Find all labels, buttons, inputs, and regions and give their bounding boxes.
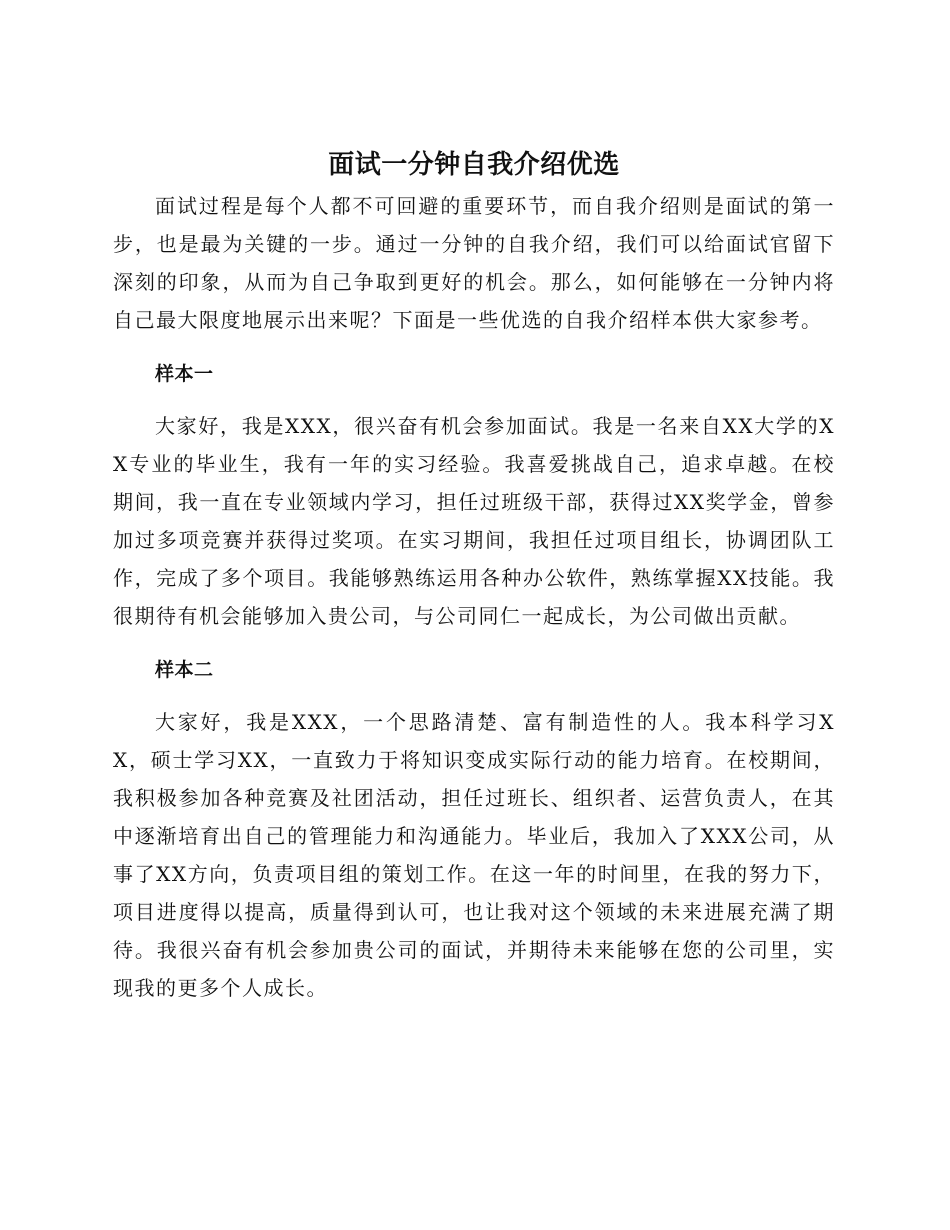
document-title: 面试一分钟自我介绍优选: [328, 150, 620, 180]
intro-paragraph: 面试过程是每个人都不可回避的重要环节，而自我介绍则是面试的第一步，也是最为关键的一步。通过一分钟的自我介绍，我们可以给面试官留下深刻的印象，从而为自己争取到更好的机会。那么，如何能够在一分钟内将自己最大限度地展示出来呢？下面是一些优选的自我介绍样本供大家参考。: [113, 194, 835, 332]
document-content: [113, 143, 835, 1007]
sample-two-paragraph: 大家好，我是XXX，一个思路清楚、富有制造性的人。我本科学习XX，硕士学习XX，一直致力于将知识变成实际行动的能力培育。在校期间，我积极参加各种竞赛及社团活动，担任过班长、组织者、运营负责人，在其中逐渐培育出自己的管理能力和沟通能力。毕业后，我加入了XXX公司，从事了XX方向，负责项目组的策划工作。在这一年的时间里，在我的努力下，项目进度得以提高，质量得到认可，也让我对这个领域的未来进展充满了期待。我很兴奋有机会参加贵公司的面试，并期待未来能够在您的公司里，实现我的更多个人成长。: [113, 710, 835, 1000]
sample-two-heading: 样本二: [155, 659, 214, 681]
sample-one-paragraph: 大家好，我是XXX，很兴奋有机会参加面试。我是一名来自XX大学的XX专业的毕业生，我有一年的实习经验。我喜爱挑战自己，追求卓越。在校期间，我一直在专业领域内学习，担任过班级干部，获得过XX奖学金，曾参加过多项竞赛并获得过奖项。在实习期间，我担任过项目组长，协调团队工作，完成了多个项目。我能够熟练运用各种办公软件，熟练掌握XX技能。我很期待有机会能够加入贵公司，与公司同仁一起成长，为公司做出贡献。: [113, 414, 835, 628]
sample-one-heading: 样本一: [155, 363, 214, 385]
